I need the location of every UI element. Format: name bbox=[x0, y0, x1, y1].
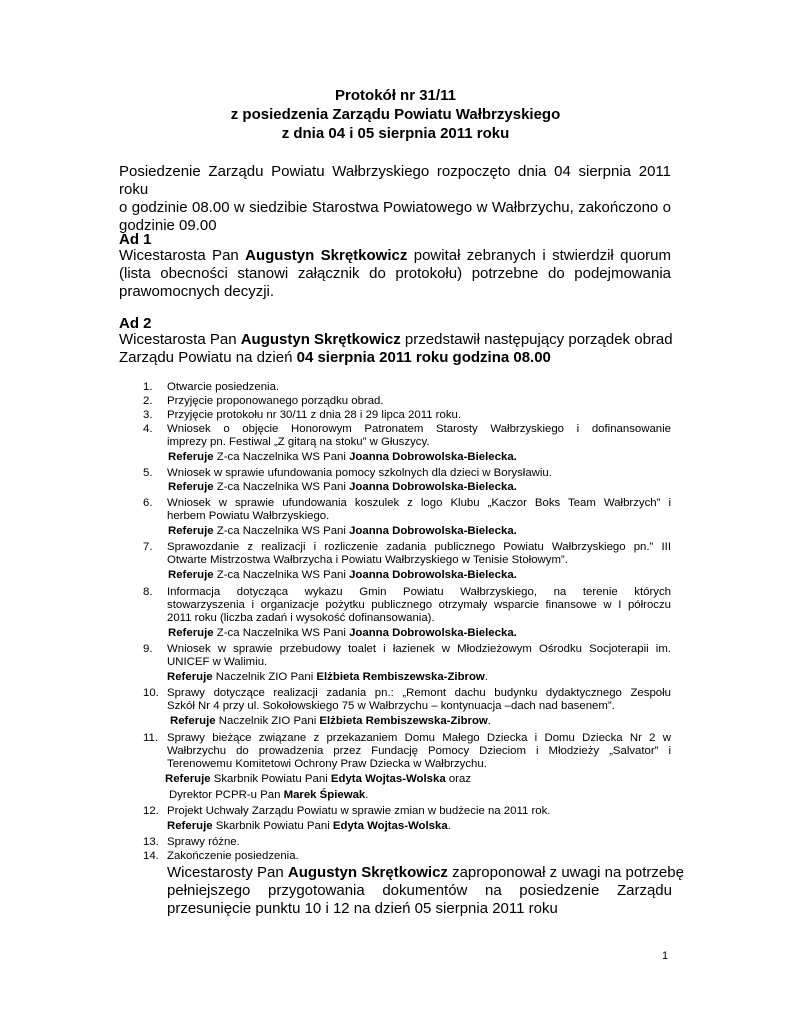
ad2-line-2 bbox=[119, 349, 671, 367]
item-number: 3. bbox=[143, 409, 153, 421]
item-text: Sprawy różne. bbox=[167, 836, 240, 848]
item-referent bbox=[168, 525, 517, 538]
ad2-text: Wicestarosta Pan bbox=[119, 331, 241, 348]
referent-name: Joanna Dobrowolska-Bielecka. bbox=[349, 627, 517, 639]
closing-text: Wicestarosty Pan bbox=[167, 864, 288, 881]
page-number: 1 bbox=[662, 950, 669, 962]
ad2-line-1 bbox=[119, 331, 671, 349]
referent-role: Z-ca Naczelnika WS Pani bbox=[213, 525, 350, 537]
item-number: 6. bbox=[143, 497, 153, 509]
item-text: Wniosek o objęcie Honorowym Patronatem Starosty Wałbrzyskiego i dofinansowanie bbox=[167, 423, 671, 435]
item-number: 8. bbox=[143, 586, 153, 598]
item-number: 13. bbox=[143, 836, 159, 848]
item-text: Przyjęcie proponowanego porządku obrad. bbox=[167, 395, 384, 407]
referent-name: Elżbieta Rembiszewska-Zibrow bbox=[319, 715, 488, 727]
item-referent bbox=[165, 773, 471, 786]
referent-role: Dyrektor PCPR-u Pan bbox=[169, 789, 284, 801]
referent-role: Z-ca Naczelnika WS Pani bbox=[213, 569, 350, 581]
title-line-2: z posiedzenia Zarządu Powiatu Wałbrzyskiego bbox=[230, 106, 561, 123]
ad1-paragraph bbox=[119, 247, 671, 301]
referent-role: Skarbnik Powiatu Pani bbox=[212, 820, 333, 832]
referent-name: Edyta Wojtas-Wolska bbox=[332, 820, 448, 832]
closing-line-3: przesunięcie punktu 10 i 12 na dzień 05 sierpnia 2011 roku bbox=[167, 900, 558, 917]
referent-role: Z-ca Naczelnika WS Pani bbox=[213, 627, 350, 639]
referent-name: Joanna Dobrowolska-Bielecka. bbox=[349, 569, 517, 581]
item-text: Przyjęcie protokołu nr 30/11 z dnia 28 i 29 lipca 2011 roku. bbox=[167, 409, 462, 421]
ad2-text-cont: przedstawił następujący porządek obrad bbox=[400, 331, 673, 348]
referent-label: Referuje bbox=[168, 525, 214, 537]
ad2-heading: Ad 2 bbox=[119, 315, 152, 332]
item-text: Wniosek w sprawie ufundowania pomocy szkolnych dla dzieci w Borysławiu. bbox=[167, 467, 552, 479]
ad1-text: Wicestarosta Pan bbox=[119, 247, 246, 264]
referent-role: Z-ca Naczelnika WS Pani bbox=[213, 451, 350, 463]
item-referent bbox=[168, 627, 517, 640]
ad1-line-3: prawomocnych decyzji. bbox=[119, 283, 275, 300]
closing-paragraph bbox=[167, 864, 684, 918]
referent-name: Joanna Dobrowolska-Bielecka. bbox=[349, 481, 517, 493]
item-number: 11. bbox=[143, 732, 158, 744]
referent-name: Marek Śpiewak bbox=[283, 789, 366, 801]
item-referent bbox=[170, 715, 491, 728]
item-referent bbox=[167, 820, 451, 833]
item-text: stowarzyszenia i organizacje pożytku publicznego otrzymały wsparcie finansowe w I półroczu bbox=[167, 599, 671, 612]
title-line-3: z dnia 04 i 05 sierpnia 2011 roku bbox=[281, 125, 510, 142]
referent-role: Z-ca Naczelnika WS Pani bbox=[213, 481, 350, 493]
item-text: Szkół Nr 4 przy ul. Sokołowskiego 75 w Wałbrzychu – kontynuacja –dach nad basenem”. bbox=[167, 700, 615, 713]
item-referent-2 bbox=[169, 789, 368, 802]
item-text: Sprawy bieżące związane z przekazaniem Domu Małego Dziecka i Domu Dziecka Nr 2 w bbox=[167, 732, 671, 744]
referent-end: . bbox=[487, 715, 491, 727]
item-referent bbox=[167, 671, 488, 684]
title-line-1: Protokół nr 31/11 bbox=[335, 87, 456, 104]
ad2-paragraph bbox=[119, 331, 671, 367]
closing-text-cont: zaproponował z uwagi na potrzebę bbox=[447, 864, 684, 881]
item-text: Zakończenie posiedzenia. bbox=[167, 850, 299, 862]
referent-role: Skarbnik Powiatu Pani bbox=[210, 773, 331, 785]
referent-end: . bbox=[447, 820, 451, 832]
ad2-date-bold: 04 sierpnia 2011 roku godzina 08.00 bbox=[296, 349, 551, 366]
item-number: 4. bbox=[143, 423, 153, 435]
item-text: Sprawozdanie z realizacji i rozliczenie zadania publicznego Powiatu Wałbrzyskiego pn.” III bbox=[167, 541, 671, 553]
ad2-person-name: Augustyn Skrętkowicz bbox=[240, 331, 401, 348]
ad1-text-cont: powitał zebranych i stwierdził quorum bbox=[407, 247, 671, 264]
referent-name: Joanna Dobrowolska-Bielecka. bbox=[349, 525, 517, 537]
item-text: Wniosek w sprawie przebudowy toalet i łazienek w Młodzieżowym Ośrodku Socjoterapii im. bbox=[167, 643, 671, 655]
referent-end: . bbox=[365, 789, 369, 801]
referent-end: oraz bbox=[445, 773, 472, 785]
item-text: Otwarcie posiedzenia. bbox=[167, 381, 280, 393]
ad1-person-name: Augustyn Skrętkowicz bbox=[245, 247, 408, 264]
referent-label: Referuje bbox=[168, 451, 214, 463]
ad1-line-2: (lista obecności stanowi załącznik do protokołu) potrzebne do podejmowania bbox=[119, 265, 671, 282]
closing-line-1 bbox=[167, 864, 684, 882]
item-number: 14. bbox=[143, 850, 159, 862]
referent-label: Referuje bbox=[165, 773, 211, 785]
item-number: 5. bbox=[143, 467, 153, 479]
intro-line-1: Posiedzenie Zarządu Powiatu Wałbrzyskiego rozpoczęto dnia 04 sierpnia 2011 roku bbox=[119, 163, 671, 198]
referent-label: Referuje bbox=[167, 820, 213, 832]
item-number: 7. bbox=[143, 541, 153, 553]
ad2-text-2: Zarządu Powiatu na dzień bbox=[119, 349, 297, 366]
item-text: Otwarte Mistrzostwa Wałbrzycha i Powiatu Wałbrzyskiego w Tenisie Stołowym”. bbox=[167, 554, 568, 567]
item-number: 12. bbox=[143, 805, 159, 817]
ad1-line-1 bbox=[119, 247, 671, 265]
item-text: Sprawy dotyczące realizacji zadania pn.: „Remont dachu budynku dydaktycznego Zespołu bbox=[167, 687, 671, 699]
item-text: UNICEF w Walimiu. bbox=[167, 656, 268, 669]
item-number: 10. bbox=[143, 687, 159, 699]
intro-line-3: godzinie 09.00 bbox=[119, 217, 217, 234]
referent-end: . bbox=[484, 671, 488, 683]
item-text: Wałbrzychu do prowadzenia przez Fundację Pomocy Dzieciom i Młodzieży „Salvator” i bbox=[167, 745, 671, 758]
ad1-heading: Ad 1 bbox=[119, 231, 152, 248]
item-text: imprezy pn. Festiwal „Z gitarą na stoku” w Głuszycy. bbox=[167, 436, 430, 449]
referent-name: Joanna Dobrowolska-Bielecka. bbox=[349, 451, 517, 463]
item-text: 2011 roku (liczba zadań i wysokość dofinansowania). bbox=[167, 612, 435, 625]
referent-label: Referuje bbox=[170, 715, 216, 727]
referent-name: Edyta Wojtas-Wolska bbox=[330, 773, 446, 785]
intro-line-2: o godzinie 08.00 w siedzibie Starostwa Powiatowego w Wałbrzychu, zakończono o bbox=[119, 199, 671, 216]
item-number: 9. bbox=[143, 643, 153, 655]
item-text: herbem Powiatu Wałbrzyskiego. bbox=[167, 510, 330, 523]
item-text: Projekt Uchwały Zarządu Powiatu w sprawie zmian w budżecie na 2011 rok. bbox=[167, 805, 551, 817]
item-text: Informacja dotycząca wykazu Gmin Powiatu Wałbrzyskiego, na terenie których bbox=[167, 586, 671, 598]
document-title bbox=[0, 86, 791, 143]
referent-label: Referuje bbox=[168, 569, 214, 581]
referent-label: Referuje bbox=[168, 481, 214, 493]
item-text: Terenowemu Komitetowi Ochrony Praw Dziecka w Wałbrzychu. bbox=[167, 758, 487, 771]
item-referent bbox=[168, 481, 517, 494]
item-referent bbox=[168, 451, 517, 464]
item-number: 2. bbox=[143, 395, 153, 407]
referent-label: Referuje bbox=[168, 627, 214, 639]
referent-label: Referuje bbox=[167, 671, 213, 683]
referent-role: Naczelnik ZIO Pani bbox=[212, 671, 317, 683]
item-text: Wniosek w sprawie ufundowania koszulek z logo Klubu „Kaczor Boks Team Wałbrzych” i bbox=[167, 497, 671, 509]
intro-paragraph bbox=[119, 163, 671, 235]
referent-name: Elżbieta Rembiszewska-Zibrow bbox=[316, 671, 485, 683]
closing-person-name: Augustyn Skrętkowicz bbox=[287, 864, 448, 881]
closing-line-2: pełniejszego przygotowania dokumentów na posiedzenie Zarządu bbox=[167, 882, 672, 899]
item-number: 1. bbox=[143, 381, 153, 393]
item-referent bbox=[168, 569, 517, 582]
referent-role: Naczelnik ZIO Pani bbox=[215, 715, 320, 727]
